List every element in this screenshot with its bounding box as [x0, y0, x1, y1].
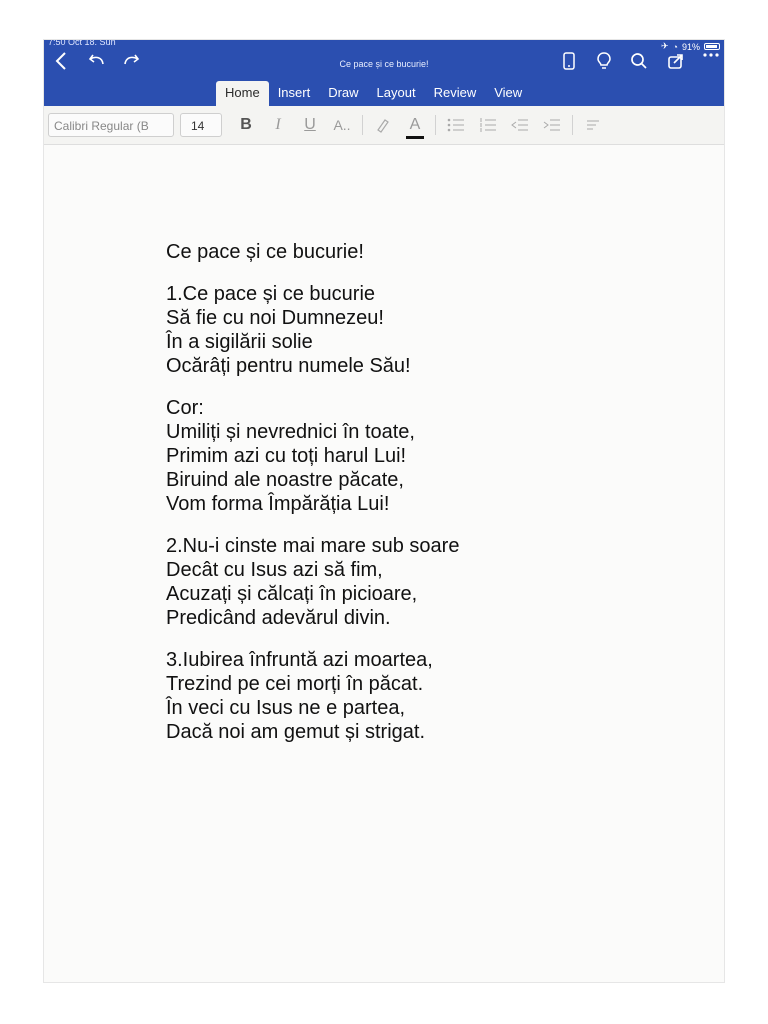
tab-review[interactable]: Review — [433, 85, 477, 100]
document-page[interactable] — [44, 145, 724, 982]
lightbulb-icon — [597, 52, 611, 70]
phone-icon — [563, 52, 575, 70]
decrease-indent-button[interactable] — [504, 113, 536, 137]
status-bar-right — [661, 41, 720, 52]
toolbar-divider — [362, 115, 363, 135]
verse1-line-2: Să fie cu noi Dumnezeu! — [166, 307, 384, 329]
toolbar-divider — [435, 115, 436, 135]
highlighter-icon — [375, 117, 391, 133]
paragraph-gap — [166, 516, 459, 534]
verse2-line-2: Decât cu Isus azi să fim, — [166, 559, 383, 581]
status-bar-left — [48, 40, 116, 47]
verse3-line-3: În veci cu Isus ne e partea, — [166, 697, 406, 719]
ribbon-tabs — [216, 80, 531, 106]
bullets-button[interactable] — [440, 113, 472, 137]
underline-button[interactable] — [294, 113, 326, 137]
paragraph-gap — [166, 630, 459, 648]
home-toolbar — [44, 106, 724, 145]
tab-home[interactable]: Home — [216, 81, 269, 106]
chorus-label: Cor: — [166, 397, 204, 419]
chorus-line-2: Primim azi cu toți harul Lui! — [166, 445, 407, 467]
status-date: Oct 18. Sun — [68, 40, 116, 47]
battery-percent: 91% — [681, 41, 700, 52]
verse1-line-4: Ocărâți pentru numele Său! — [166, 355, 411, 377]
bullet-list-icon — [447, 118, 465, 132]
font-name-dropdown[interactable]: Calibri Regular (B — [48, 113, 174, 137]
battery-icon — [704, 43, 720, 50]
numbering-button[interactable] — [472, 113, 504, 137]
more-icon — [702, 52, 720, 58]
increase-indent-button[interactable] — [536, 113, 568, 137]
bold-button[interactable]: B — [240, 116, 252, 133]
tab-insert[interactable]: Insert — [277, 85, 311, 100]
numbered-list-icon — [479, 118, 497, 132]
search-button[interactable] — [628, 52, 650, 70]
indent-icon — [543, 118, 561, 132]
paragraph-gap — [166, 378, 459, 396]
document-title-bar: Ce pace și ce bucurie! — [339, 59, 429, 69]
styles-icon — [586, 118, 600, 132]
ipad-screen — [44, 40, 724, 982]
paragraph-gap — [166, 264, 459, 282]
verse3-line-1: 3.Iubirea înfruntă azi moartea, — [166, 649, 433, 671]
font-effects-button[interactable]: A.. — [333, 117, 351, 133]
title-bar — [44, 40, 724, 106]
device-view-button[interactable] — [558, 52, 580, 70]
verse3-line-4: Dacă noi am gemut și strigat. — [166, 721, 425, 743]
italic-button[interactable]: I — [275, 116, 281, 133]
chorus-line-4: Vom forma Împărăția Lui! — [166, 493, 390, 515]
document-body[interactable] — [166, 240, 459, 744]
wifi-icon: ◔ — [672, 41, 678, 52]
underline-glyph: U — [304, 116, 316, 133]
font-color-button[interactable] — [399, 113, 431, 137]
verse2-line-3: Acuzați și călcați în picioare, — [166, 583, 418, 605]
verse2-line-1: 2.Nu-i cinste mai mare sub soare — [166, 535, 460, 557]
share-icon — [667, 52, 685, 70]
document-heading: Ce pace și ce bucurie! — [166, 241, 364, 263]
verse3-line-2: Trezind pe cei morți în păcat. — [166, 673, 424, 695]
airplane-icon: ✈ — [661, 41, 669, 51]
ideas-button[interactable] — [593, 52, 615, 70]
tab-layout[interactable]: Layout — [376, 85, 416, 100]
chorus-line-3: Biruind ale noastre păcate, — [166, 469, 404, 491]
share-button[interactable] — [665, 52, 687, 70]
styles-button[interactable] — [577, 113, 609, 137]
search-icon — [630, 52, 648, 70]
tab-draw[interactable]: Draw — [328, 85, 359, 100]
highlight-button[interactable] — [367, 113, 399, 137]
verse2-line-4: Predicând adevărul divin. — [166, 607, 391, 629]
font-size-dropdown[interactable]: 14 — [180, 113, 222, 137]
outdent-icon — [511, 118, 529, 132]
font-color-glyph: A — [409, 116, 421, 133]
verse1-line-3: În a sigilării solie — [166, 331, 313, 353]
verse1-line-1: 1.Ce pace și ce bucurie — [166, 283, 376, 305]
status-time: 7:50 — [48, 40, 66, 47]
tab-view[interactable]: View — [494, 85, 523, 100]
font-color-swatch — [406, 136, 424, 139]
more-button[interactable] — [700, 52, 722, 58]
toolbar-divider — [572, 115, 573, 135]
chorus-line-1: Umiliți și nevrednici în toate, — [166, 421, 415, 443]
